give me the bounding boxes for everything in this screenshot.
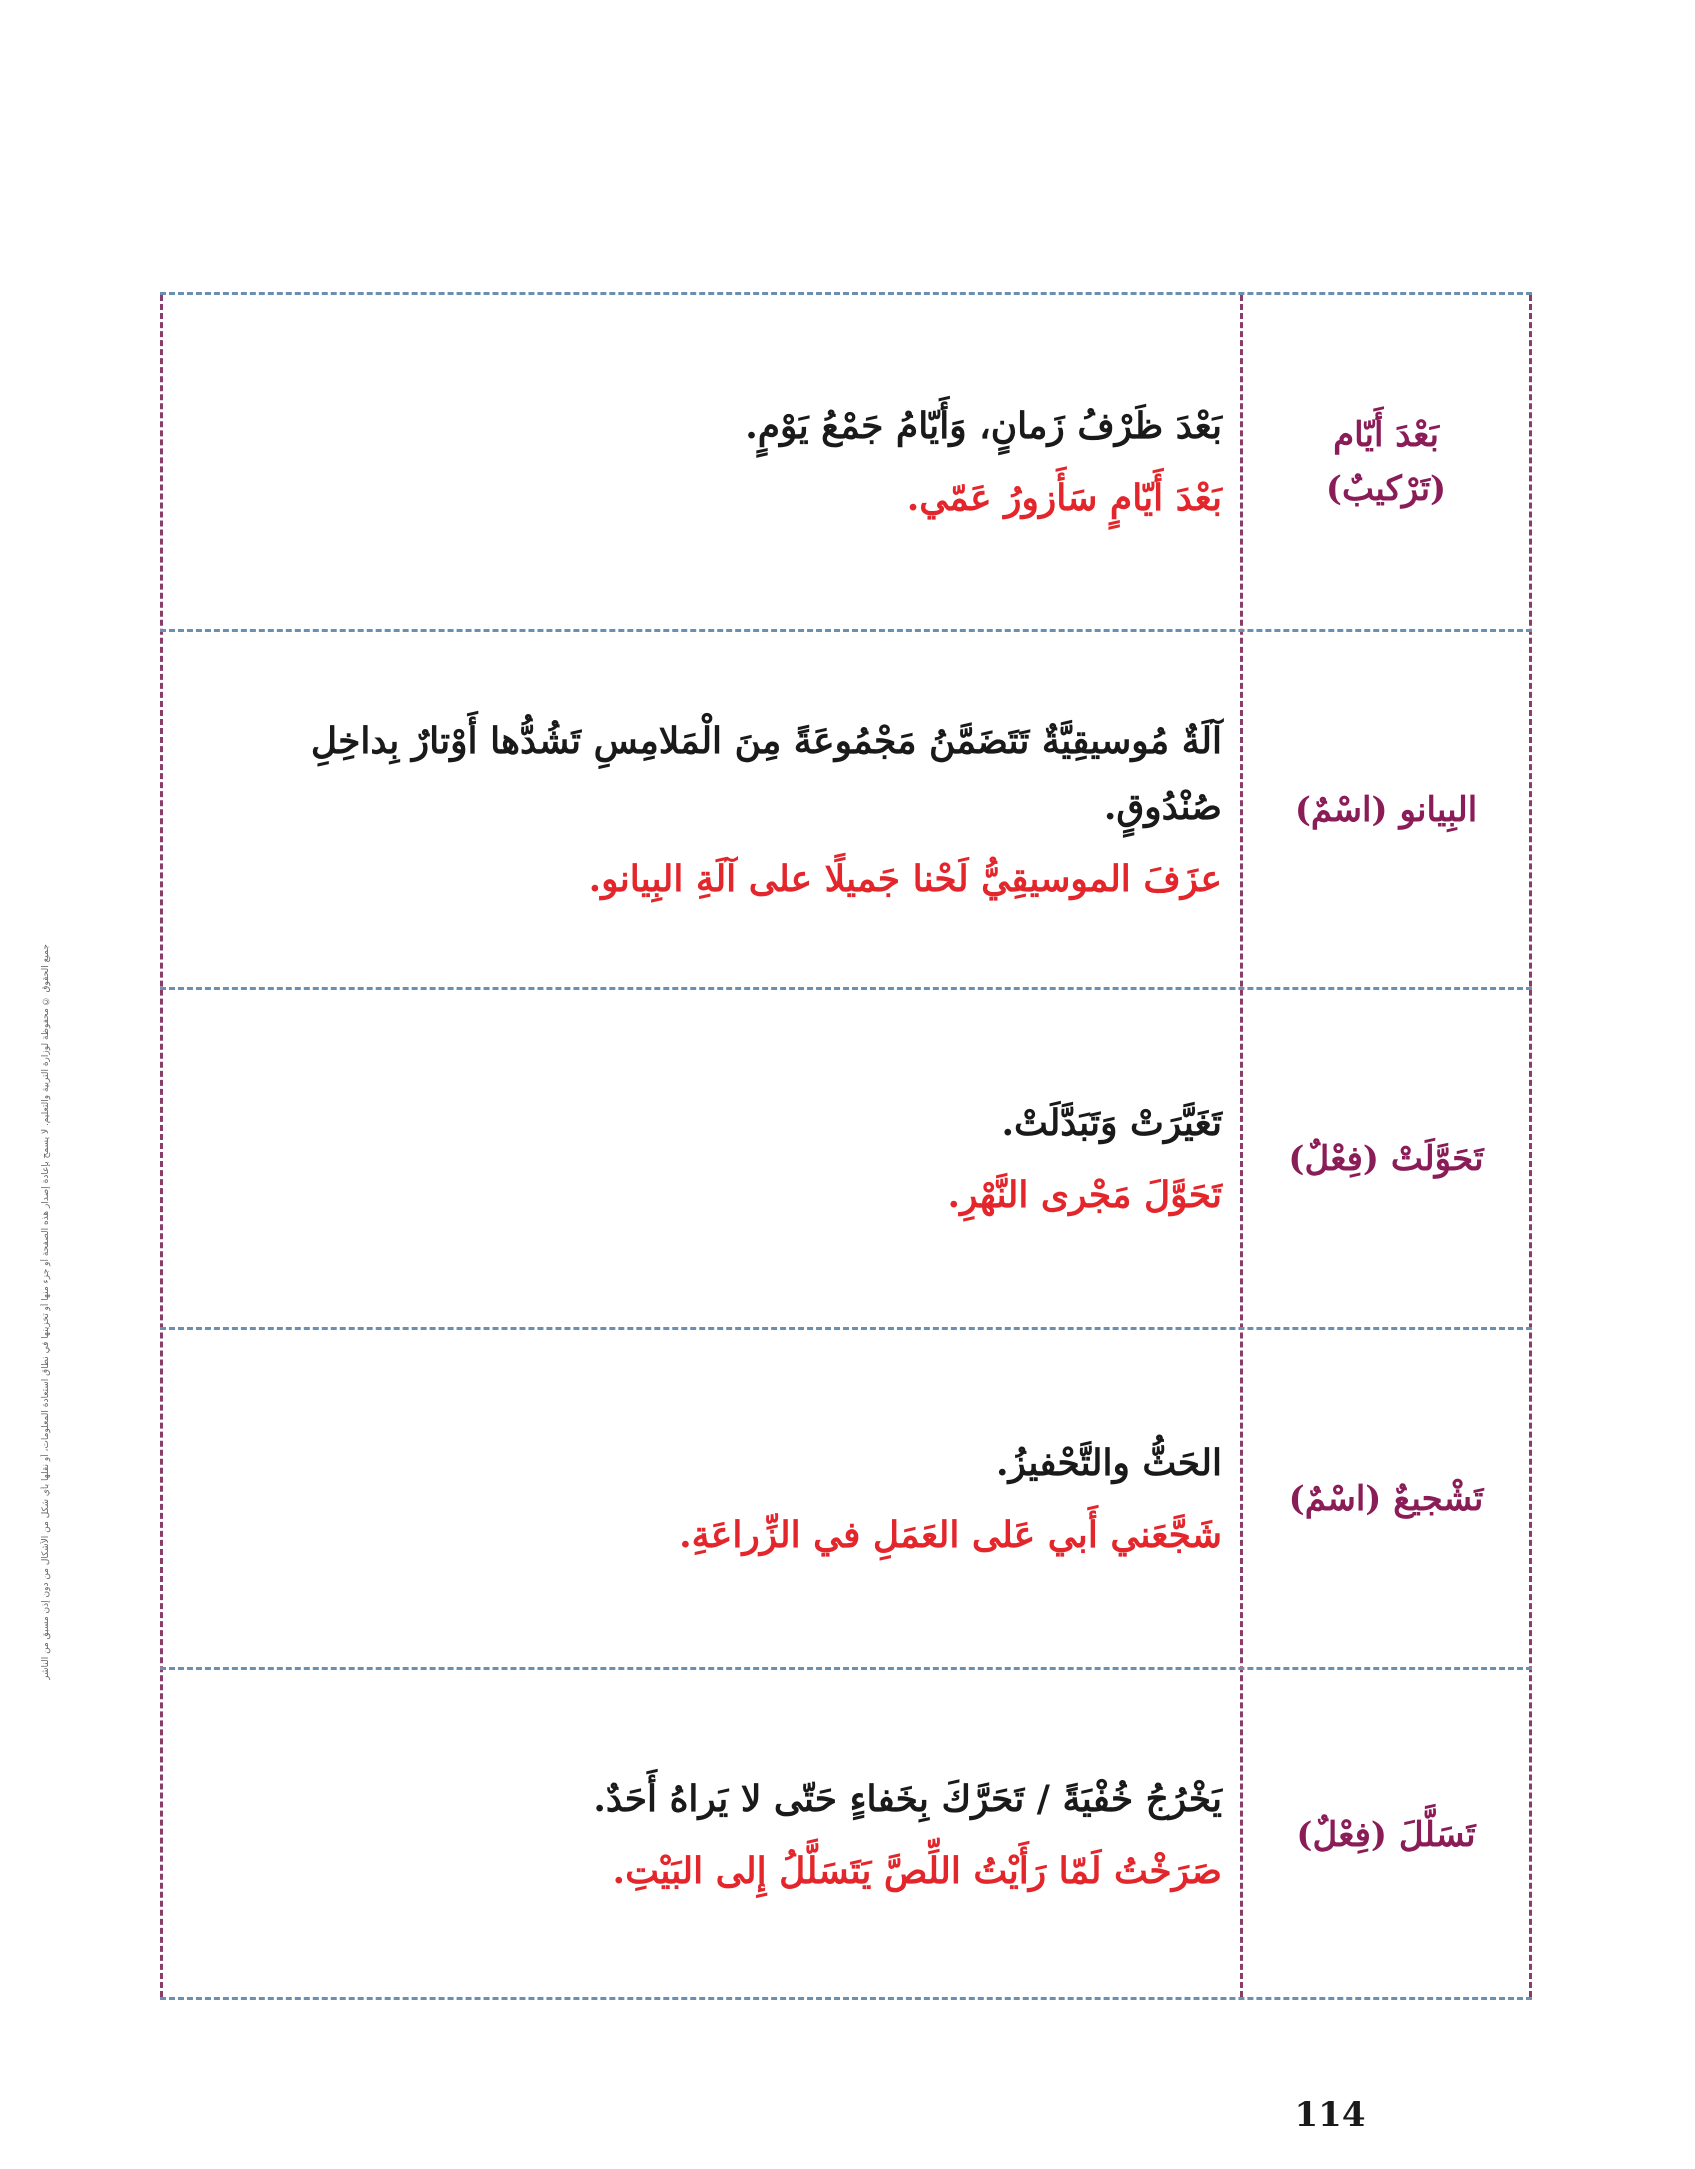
definition-text: بَعْدَ ظَرْفُ زَمانٍ، وَأَيّامُ جَمْعُ يَوْمٍ.	[745, 405, 1222, 447]
table-row	[160, 1330, 1532, 1670]
vocabulary-table	[160, 292, 1532, 2000]
term-word: تَحَوَّلَتْ	[1390, 1138, 1484, 1179]
meaning-cell	[220, 295, 1222, 629]
copyright-note: جميع الحقوق © محفوظة لوزارة التربية والتعليم. لا يسمح بإعادة إصدار هذه الصفحة أو جزء منها أو تخزينها في نطاق استعادة المعلومات، أو نقلها بأي شكل من الأشكال من دون إذن مسبق من الناشر	[41, 944, 51, 1680]
term-word: بَعْدَ أَيّام	[1333, 415, 1439, 455]
table-row	[160, 295, 1532, 632]
page-number: 114	[1294, 2095, 1366, 2135]
meaning-cell	[220, 1670, 1222, 2000]
term-cell	[1243, 1670, 1529, 2000]
table-row	[160, 990, 1532, 1330]
table-row	[160, 632, 1532, 990]
example-sentence: صَرَخْتُ لَمّا رَأَيْتُ اللِّصَّ يَتَسَلَّلُ إِلى البَيْتِ.	[612, 1850, 1222, 1892]
term-part-of-speech: (اسْمٌ)	[1288, 1478, 1382, 1519]
term-part-of-speech: (تَرْكيبٌ)	[1325, 469, 1447, 509]
meaning-cell	[220, 632, 1222, 987]
definition-text: تَغَيَّرَتْ وَتَبَدَّلَتْ.	[1001, 1101, 1222, 1144]
meaning-cell	[220, 1330, 1222, 1667]
example-sentence: شَجَّعَني أَبي عَلى العَمَلِ في الزِّراعَةِ.	[679, 1513, 1222, 1556]
definition-text: يَخْرُجُ خُفْيَةً / تَحَرَّكَ بِخَفاءٍ حَتّى لا يَراهُ أَحَدٌ.	[593, 1778, 1222, 1820]
term-cell	[1243, 990, 1529, 1327]
term-part-of-speech: (فِعْلٌ)	[1296, 1815, 1387, 1855]
term-word: تَسَلَّلَ	[1398, 1815, 1476, 1855]
example-sentence: تَحَوَّلَ مَجْرى النَّهْرِ.	[947, 1173, 1222, 1216]
example-sentence: بَعْدَ أَيّامٍ سَأَزورُ عَمّي.	[906, 477, 1222, 519]
term-word: البِيانو	[1399, 789, 1478, 830]
meaning-cell	[220, 990, 1222, 1327]
table-row	[160, 1670, 1532, 2000]
example-sentence: عزَفَ الموسيقِيُّ لَحْنا جَميلًا على آلَةِ البِيانو.	[588, 857, 1222, 900]
term-cell	[1243, 295, 1529, 629]
definition-text: آلَةٌ مُوسيقِيَّةٌ تَتَضَمَّنُ مَجْمُوعَةً مِنَ الْمَلامِسِ تَشُدُّها أَوْتارٌ بِداخِلِ صُنْدُوقٍ.	[310, 719, 1222, 828]
term-part-of-speech: (اسْمٌ)	[1294, 789, 1388, 830]
definition-text: الحَثُّ والتَّحْفيزُ.	[995, 1441, 1222, 1484]
term-word: تَشْجيعٌ	[1393, 1478, 1484, 1519]
term-cell	[1243, 632, 1529, 987]
term-cell	[1243, 1330, 1529, 1667]
term-part-of-speech: (فِعْلٌ)	[1288, 1138, 1379, 1179]
